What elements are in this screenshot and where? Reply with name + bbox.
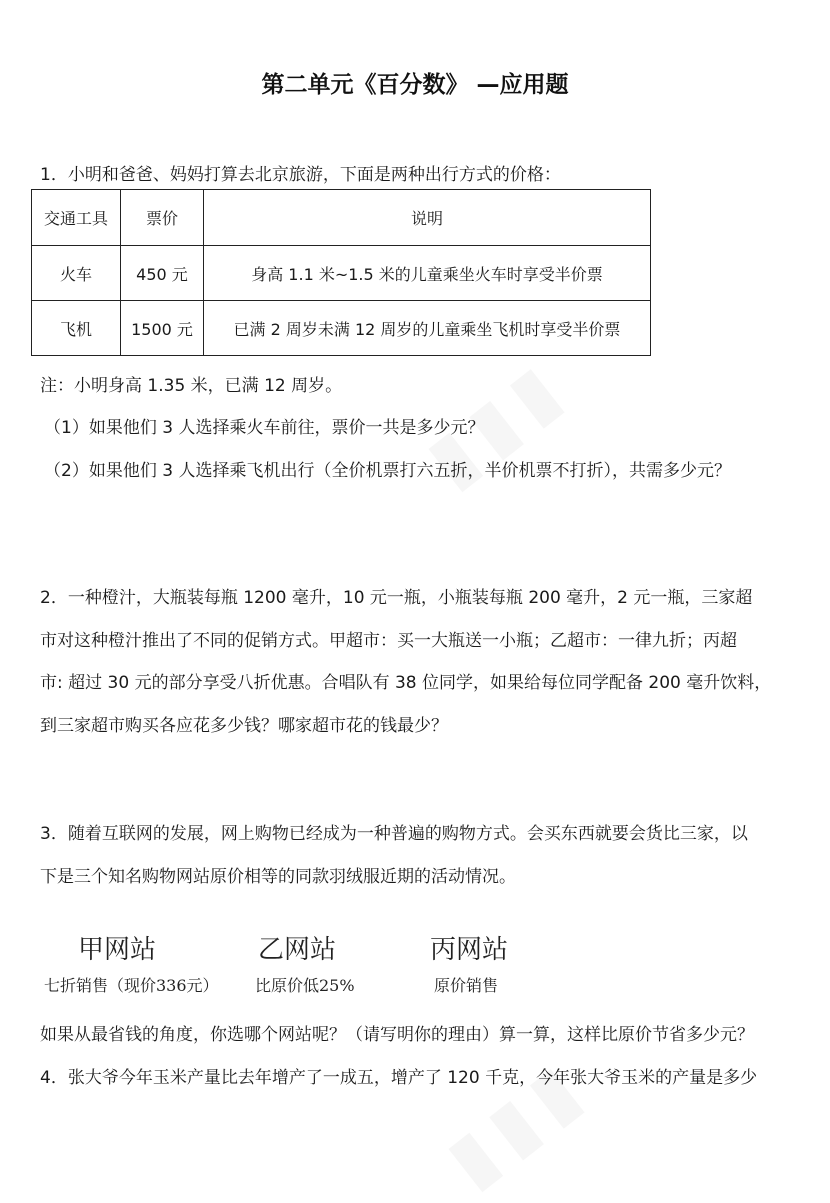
table-header-row bbox=[32, 190, 651, 246]
site-jia-desc: 七折销售（现价336元） bbox=[44, 976, 219, 995]
table-cell: 450 元 bbox=[121, 246, 204, 301]
website-offers bbox=[0, 929, 830, 1009]
question-3-ask: 如果从最省钱的角度，你选哪个网站呢？（请写明你的理由）算一算，这样比原价节省多少元？ bbox=[40, 1025, 754, 1045]
question-4: 4．张大爷今年玉米产量比去年增产了一成五，增产了 120 千克，今年张大爷玉米的产量是多少 bbox=[40, 1068, 758, 1088]
table-row bbox=[32, 246, 651, 301]
table-cell: 飞机 bbox=[32, 301, 121, 356]
table-cell: 已满 2 周岁未满 12 周岁的儿童乘坐飞机时享受半价票 bbox=[204, 301, 651, 356]
table-header-cell: 说明 bbox=[204, 190, 651, 246]
table-header-cell: 票价 bbox=[121, 190, 204, 246]
table-header-cell: 交通工具 bbox=[32, 190, 121, 246]
question-2 bbox=[40, 577, 800, 747]
question-2-line: 2．一种橙汁，大瓶装每瓶 1200 毫升，10 元一瓶，小瓶装每瓶 200 毫升，2 元一瓶，三家超 bbox=[40, 588, 753, 608]
price-table bbox=[31, 189, 651, 356]
question-3-line: 3．随着互联网的发展，网上购物已经成为一种普遍的购物方式。会买东西就要会货比三家，以 bbox=[40, 824, 748, 844]
question-2-line: 到三家超市购买各应花多少钱？哪家超市花的钱最少？ bbox=[40, 715, 448, 736]
question-1-note: 注：小明身高 1.35 米，已满 12 周岁。 bbox=[40, 376, 343, 396]
site-yi-desc: 比原价低25% bbox=[255, 976, 355, 995]
page-title: 第二单元《百分数》 —应用题 bbox=[261, 72, 569, 98]
question-2-line: 市: 超过 30 元的部分享受八折优惠。合唱队有 38 位同学，如果给每位同学配备 200 毫升饮料， bbox=[40, 673, 772, 693]
question-3-line: 下是三个知名购物网站原价相等的同款羽绒服近期的活动情况。 bbox=[40, 866, 516, 887]
table-cell: 1500 元 bbox=[121, 301, 204, 356]
question-1-intro: 1．小明和爸爸、妈妈打算去北京旅游，下面是两种出行方式的价格： bbox=[40, 165, 561, 185]
question-2-line: 市对这种橙汁推出了不同的促销方式。甲超市：买一大瓶送一小瓶；乙超市：一律九折；丙超 bbox=[40, 630, 737, 651]
table-row bbox=[32, 301, 651, 356]
site-yi-name: 乙网站 bbox=[258, 935, 337, 965]
site-bing-desc: 原价销售 bbox=[434, 976, 499, 995]
question-1-part-2: （2）如果他们 3 人选择乘飞机出行（全价机票打六五折，半价机票不打折），共需多少元？ bbox=[44, 461, 731, 481]
question-3 bbox=[40, 813, 800, 898]
question-1-part-1: （1）如果他们 3 人选择乘火车前往，票价一共是多少元？ bbox=[44, 418, 485, 438]
site-bing-name: 丙网站 bbox=[430, 935, 509, 965]
table-cell: 火车 bbox=[32, 246, 121, 301]
table-cell: 身高 1.1 米~1.5 米的儿童乘坐火车时享受半价票 bbox=[204, 246, 651, 301]
site-jia-name: 甲网站 bbox=[78, 935, 157, 965]
